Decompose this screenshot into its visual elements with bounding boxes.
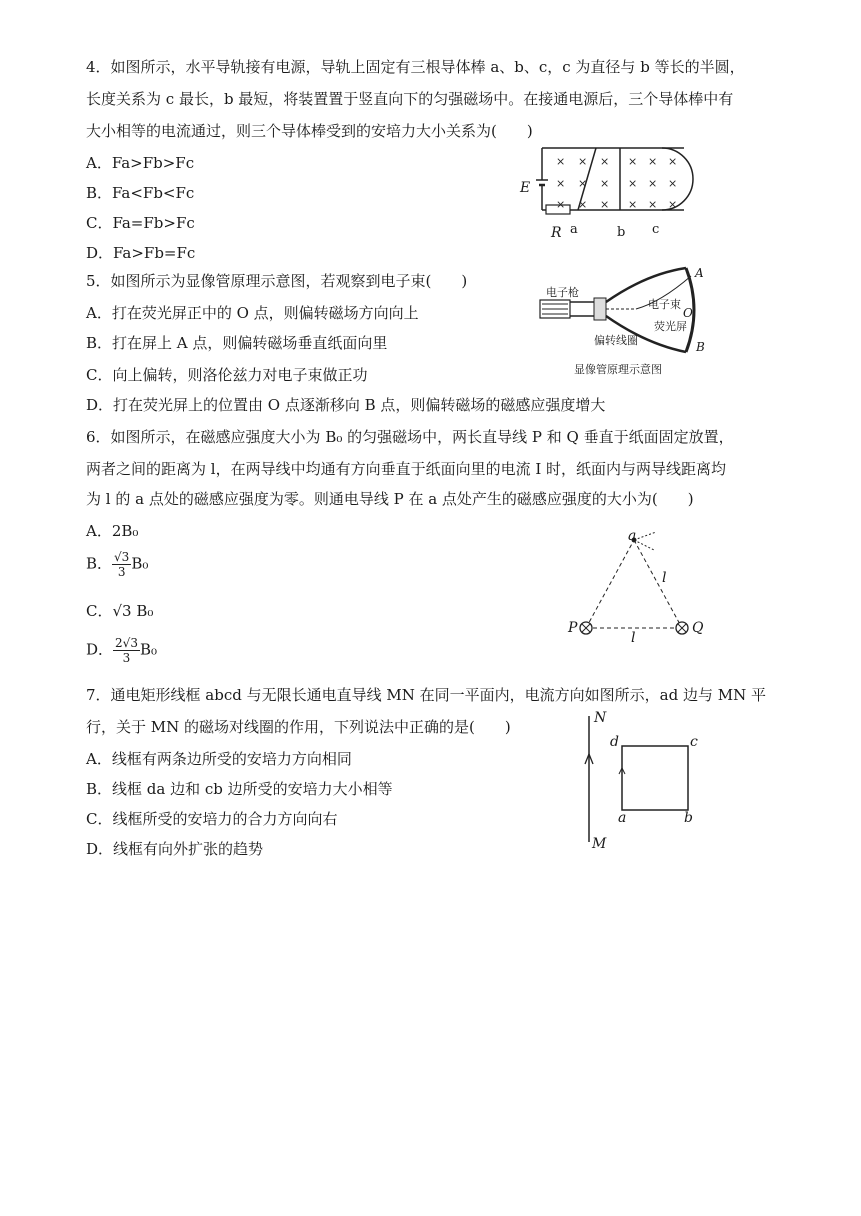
q7-option-c: C．线框所受的安培力的合力方向向右 (86, 810, 338, 828)
q7-stem-line1: 7．通电矩形线框 abcd 与无限长通电直导线 MN 在同一平面内，电流方向如图所示，ad 边与 MN 平 (86, 686, 766, 704)
svg-text:×: × (556, 177, 566, 190)
q4-stem-line2: 长度关系为 c 最长，b 最短，将装置置于竖直向下的匀强磁场中。在接通电源后，三个导体棒中有 (86, 90, 734, 108)
svg-text:×: × (628, 198, 638, 211)
q6-option-b (86, 550, 148, 579)
q7-option-d: D．线框有向外扩张的趋势 (86, 840, 264, 858)
svg-text:×: × (578, 198, 588, 211)
q7-label-b: b (684, 810, 693, 826)
q5-label-gun: 电子枪 (546, 286, 579, 299)
q5-label-coil: 偏转线圈 (594, 334, 638, 347)
svg-text:×: × (628, 155, 638, 168)
svg-text:×: × (668, 177, 678, 190)
q4-label-r: R (551, 225, 562, 241)
q6-option-d-fraction (113, 636, 140, 665)
q6-option-a: A．2B₀ (86, 522, 139, 540)
q6-option-d (86, 636, 157, 665)
svg-text:×: × (578, 177, 588, 190)
q6-option-d-prefix: D． (86, 640, 114, 659)
q6-stem-line1: 6．如图所示，在磁感应强度大小为 B₀ 的匀强磁场中，两长直导线 P 和 Q 垂直于纸面固定放置， (86, 428, 734, 446)
q6-option-b-suffix: B₀ (131, 554, 149, 573)
svg-text:×: × (668, 198, 678, 211)
q7-stem-line2: 行，关于 MN 的磁场对线圈的作用，下列说法中正确的是( ) (86, 718, 511, 736)
svg-text:×: × (668, 155, 678, 168)
svg-text:×: × (648, 177, 658, 190)
q6-label-a: a (628, 528, 637, 544)
q5-caption: 显像管原理示意图 (574, 363, 662, 376)
q6-label-q: Q (692, 620, 704, 636)
q6-option-b-numerator: √3 (114, 550, 130, 564)
svg-text:×: × (600, 198, 610, 211)
q7-label-c: c (690, 734, 698, 750)
q6-stem-line3: 为 l 的 a 点处的磁感应强度为零。则通电导线 P 在 a 点处产生的磁感应强度的大小为( ) (86, 490, 694, 508)
q5-label-a: A (695, 266, 704, 280)
q6-label-l-base: l (631, 630, 636, 646)
q4-option-c: C．Fa=Fb>Fc (86, 214, 195, 232)
svg-text:×: × (648, 155, 658, 168)
q4-label-c: c (652, 222, 660, 237)
q4-label-e: E (520, 180, 531, 196)
q5-option-d: D．打在荧光屏上的位置由 O 点逐渐移向 B 点，则偏转磁场的磁感应强度增大 (86, 396, 606, 414)
q6-label-l-side: l (662, 570, 667, 586)
q5-option-c: C．向上偏转，则洛伦兹力对电子束做正功 (86, 366, 368, 384)
svg-text:×: × (556, 198, 566, 211)
q5-label-beam: 电子束 (648, 298, 681, 311)
q4-figure-rails (512, 138, 702, 244)
q6-option-b-denominator: 3 (117, 565, 126, 579)
q7-label-n: N (594, 710, 607, 726)
svg-text:×: × (600, 155, 610, 168)
q6-option-b-prefix: B． (86, 554, 113, 573)
q7-option-a: A．线框有两条边所受的安培力方向相同 (86, 750, 352, 768)
q4-option-d: D．Fa>Fb=Fc (86, 244, 196, 262)
q4-option-b: B．Fa<Fb<Fc (86, 184, 195, 202)
svg-text:×: × (648, 198, 658, 211)
q7-option-b: B．线框 da 边和 cb 边所受的安培力大小相等 (86, 780, 393, 798)
q4-label-a: a (570, 222, 578, 237)
q4-label-b: b (617, 225, 626, 240)
q5-label-o: O (683, 306, 693, 320)
svg-text:×: × (628, 177, 638, 190)
svg-text:×: × (556, 155, 566, 168)
q7-label-m: M (592, 836, 607, 852)
svg-text:×: × (600, 177, 610, 190)
q6-option-d-denominator: 3 (122, 651, 131, 665)
q5-label-screen: 荧光屏 (654, 320, 687, 333)
q7-label-d: d (610, 734, 619, 750)
q5-option-b: B．打在屏上 A 点，则偏转磁场垂直纸面向里 (86, 334, 388, 352)
q4-option-a: A．Fa>Fb>Fc (86, 154, 195, 172)
q7-figure-wire-loop (582, 712, 702, 848)
q5-option-a: A．打在荧光屏正中的 O 点，则偏转磁场方向向上 (86, 304, 419, 322)
q5-stem: 5．如图所示为显像管原理示意图，若观察到电子束( ) (86, 272, 468, 290)
q5-label-b: B (696, 340, 705, 354)
q6-label-p: P (568, 620, 578, 636)
q4-stem-line3: 大小相等的电流通过，则三个导体棒受到的安培力大小关系为( ) (86, 122, 533, 140)
q6-option-d-numerator: 2√3 (115, 636, 138, 650)
q4-stem-line1: 4．如图所示，水平导轨接有电源，导轨上固定有三根导体棒 a、b、c，c 为直径与 b 等长的半圆， (86, 58, 745, 76)
q6-stem-line2: 两者之间的距离为 l，在两导线中均通有方向垂直于纸面向里的电流 I 时，纸面内与两导线距离均 (86, 460, 727, 478)
svg-text:×: × (578, 155, 588, 168)
q6-option-b-fraction (112, 550, 131, 579)
q6-option-d-suffix: B₀ (139, 640, 157, 659)
q7-label-a: a (618, 810, 627, 826)
q6-option-c: C．√3 B₀ (86, 602, 154, 620)
